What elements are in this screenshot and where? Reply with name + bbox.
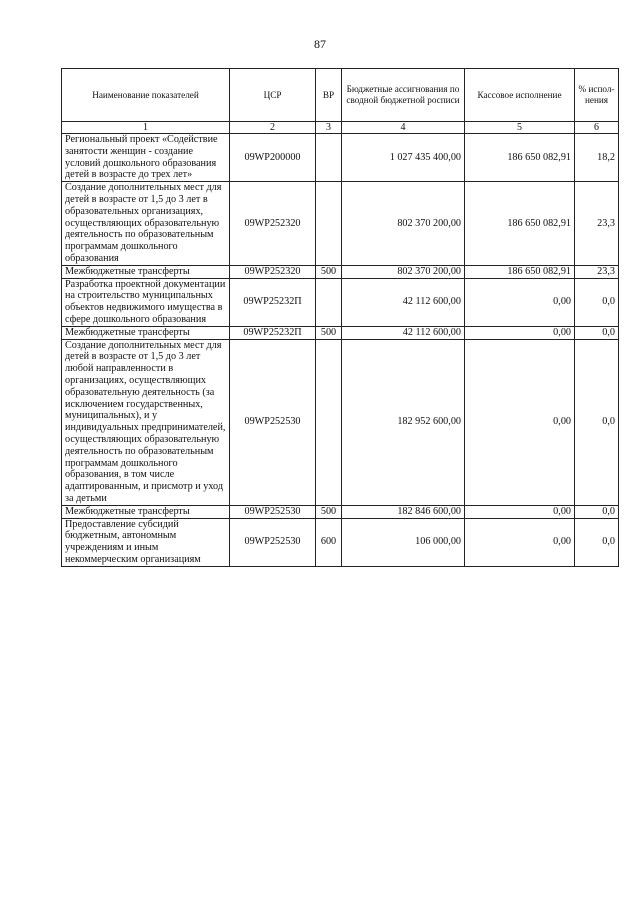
row-vr: 600: [316, 518, 342, 566]
row-budget: 802 370 200,00: [342, 265, 465, 278]
column-number: 3: [316, 122, 342, 134]
header-pct: % испол-нения: [575, 69, 619, 122]
table-header-row: [62, 69, 619, 122]
row-budget: 42 112 600,00: [342, 326, 465, 339]
header-vr: ВР: [316, 69, 342, 122]
column-number: 4: [342, 122, 465, 134]
row-vr: [316, 339, 342, 505]
column-number: 1: [62, 122, 230, 134]
row-csr: 09WP200000: [230, 134, 316, 182]
row-pct: 0,0: [575, 326, 619, 339]
header-csr: ЦСР: [230, 69, 316, 122]
table-row: [62, 518, 619, 566]
row-vr: [316, 278, 342, 326]
row-csr: 09WP252320: [230, 182, 316, 266]
page-number: 87: [314, 37, 326, 51]
row-csr: 09WP25232П: [230, 278, 316, 326]
header-budget: Бюджетные ассигнования по сводной бюджетной росписи: [342, 69, 465, 122]
row-budget: 802 370 200,00: [342, 182, 465, 266]
row-name: Разработка проектной документации на строительство муниципальных объектов недвижимого имущества в сфере дошкольного образования: [62, 278, 230, 326]
row-vr: [316, 182, 342, 266]
header-cash: Кассовое исполнение: [465, 69, 575, 122]
column-number: 2: [230, 122, 316, 134]
row-pct: 0,0: [575, 278, 619, 326]
row-name: Межбюджетные трансферты: [62, 505, 230, 518]
row-cash: 0,00: [465, 339, 575, 505]
row-cash: 186 650 082,91: [465, 182, 575, 266]
row-pct: 18,2: [575, 134, 619, 182]
table-row: [62, 326, 619, 339]
row-cash: 0,00: [465, 326, 575, 339]
row-pct: 0,0: [575, 518, 619, 566]
row-name: Региональный проект «Содействие занятости женщин - создание условий дошкольного образования детей в возрасте до трех лет»: [62, 134, 230, 182]
row-pct: 0,0: [575, 339, 619, 505]
row-budget: 1 027 435 400,00: [342, 134, 465, 182]
column-number: 6: [575, 122, 619, 134]
row-csr: 09WP252530: [230, 518, 316, 566]
row-vr: 500: [316, 265, 342, 278]
row-vr: [316, 134, 342, 182]
row-cash: 186 650 082,91: [465, 265, 575, 278]
row-name: Межбюджетные трансферты: [62, 265, 230, 278]
row-name: Предоставление субсидий бюджетным, автономным учреждениям и иным некоммерческим организациям: [62, 518, 230, 566]
row-csr: 09WP25232П: [230, 326, 316, 339]
row-cash: 0,00: [465, 518, 575, 566]
row-vr: 500: [316, 326, 342, 339]
row-name: Межбюджетные трансферты: [62, 326, 230, 339]
row-csr: 09WP252320: [230, 265, 316, 278]
table-row: [62, 505, 619, 518]
table-row: [62, 278, 619, 326]
row-csr: 09WP252530: [230, 505, 316, 518]
row-vr: 500: [316, 505, 342, 518]
row-cash: 0,00: [465, 505, 575, 518]
row-budget: 182 952 600,00: [342, 339, 465, 505]
row-cash: 186 650 082,91: [465, 134, 575, 182]
column-number: 5: [465, 122, 575, 134]
row-name: Создание дополнительных мест для детей в возрасте от 1,5 до 3 лет в образовательных организациях, осуществляющих образовательную деятельность по образовательным программам дошкольного образования: [62, 182, 230, 266]
row-cash: 0,00: [465, 278, 575, 326]
row-pct: 23,3: [575, 265, 619, 278]
table-row: [62, 265, 619, 278]
row-name: Создание дополнительных мест для детей в возрасте от 1,5 до 3 лет любой направленности в организациях, осуществляющих образовательную деятельность (за исключением государственных, муниципальных), и у индивидуальных предпринимателей, осуществляющих образовательную деятельность по образовательным программам дошкольного образования, в том числе адаптированным, и присмотр и уход за детьми: [62, 339, 230, 505]
row-budget: 42 112 600,00: [342, 278, 465, 326]
header-name: Наименование показателей: [62, 69, 230, 122]
budget-table: [61, 68, 619, 567]
column-number-row: [62, 122, 619, 134]
row-csr: 09WP252530: [230, 339, 316, 505]
row-pct: 23,3: [575, 182, 619, 266]
row-budget: 182 846 600,00: [342, 505, 465, 518]
row-pct: 0,0: [575, 505, 619, 518]
row-budget: 106 000,00: [342, 518, 465, 566]
table-row: [62, 182, 619, 266]
table-row: [62, 134, 619, 182]
table-row: [62, 339, 619, 505]
